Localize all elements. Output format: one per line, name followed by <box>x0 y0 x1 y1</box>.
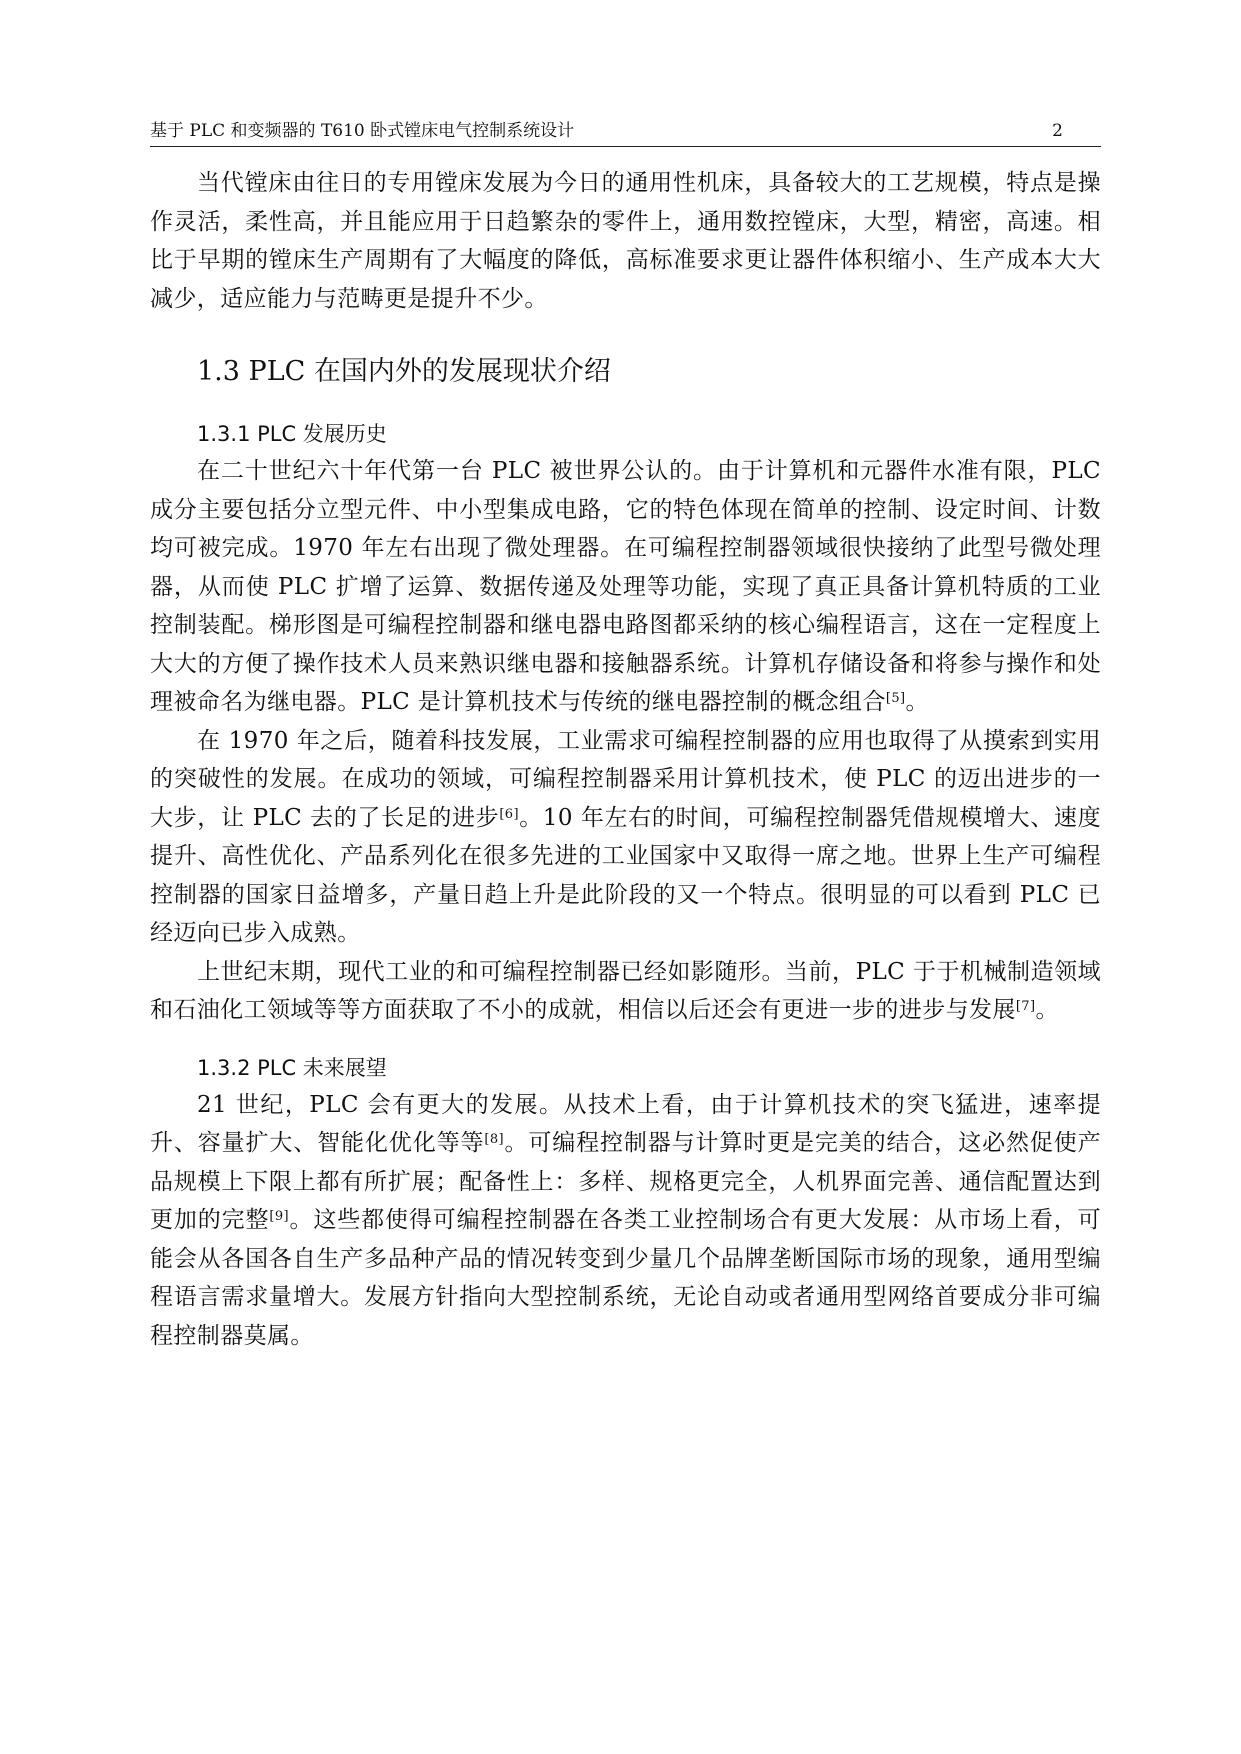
history-paragraph-2 <box>150 722 1101 953</box>
paragraph-text: 21 世纪，PLC 会有更大的发展。从技术上看，由于计算机技术的突飞猛进，速率提升、容量扩大、智能化优化等等 <box>150 1091 1101 1156</box>
history-paragraph-1 <box>150 452 1101 722</box>
citation-ref: [8] <box>484 1132 504 1147</box>
page-number: 2 <box>1052 121 1063 141</box>
subsection-heading-history: 1.3.1 PLC 发展历史 <box>197 422 387 446</box>
document-body <box>150 164 1101 1355</box>
outlook-paragraph <box>150 1086 1101 1356</box>
paragraph-end: 。 <box>1035 997 1059 1023</box>
paragraph-text: 。10 年左右的时间，可编程控制器凭借规模增大、速度提升、高性优化、产品系列化在很多先进的工业国家中又取得一席之地。世界上生产可编程控制器的国家日益增多，产量日趋上升是此阶段的又一个特点。很明显的可以看到 PLC 已经迈向已步入成熟。 <box>150 804 1101 946</box>
section-heading: 1.3 PLC 在国内外的发展现状介绍 <box>197 356 611 387</box>
citation-ref: [5] <box>885 691 906 706</box>
subsection-heading-outlook: 1.3.2 PLC 未来展望 <box>197 1055 387 1080</box>
intro-paragraph <box>150 164 1101 318</box>
header-divider <box>150 146 1101 147</box>
header-title: 基于 PLC 和变频器的 T610 卧式镗床电气控制系统设计 <box>150 121 575 141</box>
paragraph-text: 。可编程控制器与计算时更是完美的结合，这必然促使产品规模上下限上都有所扩展；配备性上：多样、规格更完全，人机界面完善、通信配置达到更加的完整 <box>150 1130 1101 1233</box>
paragraph-text: 。这些都使得可编程控制器在各类工业控制场合有更大发展：从市场上看，可能会从各国各自生产多品种产品的情况转变到少量几个品牌垄断国际市场的现象，通用型编程语言需求量增大。发展方针指向大型控制系统，无论自动或者通用型网络首要成分非可编程控制器莫属。 <box>150 1207 1101 1349</box>
citation-ref: [7] <box>1015 999 1036 1014</box>
citation-ref: [6] <box>499 806 519 822</box>
paragraph-text: 上世纪末期，现代工业的和可编程控制器已经如影随形。当前，PLC 于于机械制造领域和石油化工领域等等方面获取了不小的成就，相信以后还会有更进一步的进步与发展 <box>150 958 1101 1023</box>
running-header <box>150 118 1101 144</box>
citation-ref: [9] <box>269 1209 290 1224</box>
paragraph-end: 。 <box>905 689 929 715</box>
intro-text: 当代镗床由往日的专用镗床发展为今日的通用性机床，具备较大的工艺规模，特点是操作灵活，柔性高，并且能应用于日趋繁杂的零件上，通用数控镗床，大型，精密，高速。相比于早期的镗床生产周期有了大幅度的降低，高标准要求更让器件体积缩小、生产成本大大减少，适应能力与范畴更是提升不少。 <box>150 170 1101 312</box>
paragraph-text: 在 1970 年之后，随着科技发展，工业需求可编程控制器的应用也取得了从摸索到实用的突破性的发展。在成功的领域，可编程控制器采用计算机技术，使 PLC 的迈出进步的一大步，让 PLC 去的了长足的进步 <box>150 727 1101 831</box>
history-paragraph-3 <box>150 953 1101 1030</box>
paragraph-text: 在二十世纪六十年代第一台 PLC 被世界公认的。由于计算机和元器件水准有限，PLC 成分主要包括分立型元件、中小型集成电路，它的特色体现在简单的控制、设定时间、计数均可被完成。1970 年左右出现了微处理器。在可编程控制器领域很快接纳了此型号微处理器，从而使 PLC 扩增了运算、数据传递及处理等功能，实现了真正具备计算机特质的工业控制装配。梯形图是可编程控制器和继电器电路图都采纳的核心编程语言，这在一定程度上大大的方便了操作技术人员来熟识继电器和接触器系统。计算机存储设备和将参与操作和处理被命名为继电器。PLC 是计算机技术与传统的继电器控制的概念组合 <box>150 458 1101 715</box>
